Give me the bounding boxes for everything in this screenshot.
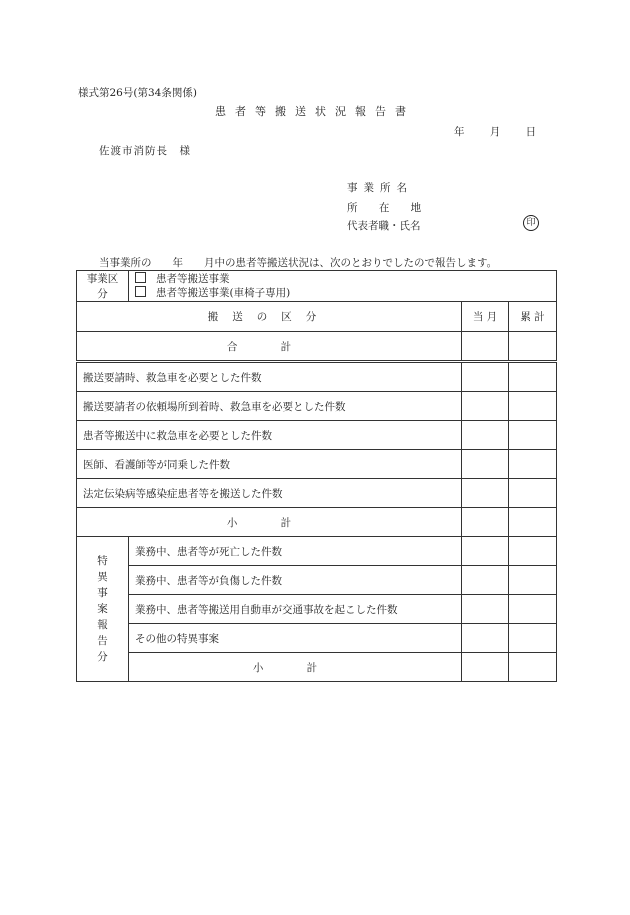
header-classification: 搬送の区分 (77, 302, 462, 332)
cell-cumulative[interactable] (509, 479, 557, 508)
cell-cumulative[interactable] (509, 450, 557, 479)
row-label: 業務中、患者等が負傷した件数 (129, 566, 462, 595)
cell-cumulative[interactable] (509, 392, 557, 421)
cell-this-month[interactable] (462, 362, 509, 392)
category-label: 事業区分 (77, 271, 129, 302)
date-line: 年 月 日 (454, 126, 537, 138)
cell-cumulative[interactable] (509, 421, 557, 450)
category-option-1[interactable]: 患者等搬送事業 (135, 272, 550, 286)
table-row (77, 450, 557, 479)
category-row (77, 271, 557, 302)
row-label: 患者等搬送中に救急車を必要とした件数 (77, 421, 462, 450)
document-title: 患者等搬送状況報告書 (215, 105, 415, 118)
cell-this-month[interactable] (462, 392, 509, 421)
cell-cumulative[interactable] (509, 332, 557, 362)
office-name-label: 事業所名 (347, 182, 413, 194)
row-label: 法定伝染病等感染症患者等を搬送した件数 (77, 479, 462, 508)
table-row (77, 392, 557, 421)
row-label: 搬送要請者の依頼場所到着時、救急車を必要とした件数 (77, 392, 462, 421)
cell-this-month[interactable] (462, 624, 509, 653)
total-label: 合 計 (77, 332, 462, 362)
header-cumulative: 累 計 (509, 302, 557, 332)
special-incident-label: 特 異 事 案 報 告 分 (77, 537, 129, 682)
cell-this-month[interactable] (462, 450, 509, 479)
header-row (77, 302, 557, 332)
cell-cumulative[interactable] (509, 537, 557, 566)
table-row (77, 421, 557, 450)
cell-this-month[interactable] (462, 332, 509, 362)
special-row (77, 566, 557, 595)
special-subtotal-label: 小 計 (129, 653, 462, 682)
special-row (77, 595, 557, 624)
category-options (129, 271, 557, 302)
addressee: 佐渡市消防長 様 (99, 145, 191, 157)
cell-cumulative[interactable] (509, 595, 557, 624)
cell-this-month[interactable] (462, 479, 509, 508)
cell-cumulative[interactable] (509, 653, 557, 682)
cell-this-month[interactable] (462, 653, 509, 682)
report-table (76, 270, 557, 682)
intro-text: 当事業所の 年 月中の患者等搬送状況は、次のとおりでしたので報告します。 (99, 257, 498, 269)
row-label: 医師、看護師等が同乗した件数 (77, 450, 462, 479)
row-label: 搬送要請時、救急車を必要とした件数 (77, 362, 462, 392)
table-row (77, 362, 557, 392)
cell-cumulative[interactable] (509, 508, 557, 537)
cell-this-month[interactable] (462, 537, 509, 566)
table-row (77, 479, 557, 508)
checkbox-icon[interactable] (135, 286, 146, 297)
cell-this-month[interactable] (462, 508, 509, 537)
cell-cumulative[interactable] (509, 362, 557, 392)
subtotal-row (77, 508, 557, 537)
category-option-2[interactable]: 患者等搬送事業(車椅子専用) (135, 286, 550, 300)
row-label: その他の特異事案 (129, 624, 462, 653)
cell-this-month[interactable] (462, 566, 509, 595)
cell-this-month[interactable] (462, 421, 509, 450)
seal-mark: 印 (523, 215, 539, 231)
special-row (77, 537, 557, 566)
address-label: 所 在 地 (347, 202, 422, 214)
cell-cumulative[interactable] (509, 566, 557, 595)
checkbox-icon[interactable] (135, 272, 146, 283)
special-row (77, 624, 557, 653)
row-label: 業務中、患者等搬送用自動車が交通事故を起こした件数 (129, 595, 462, 624)
special-subtotal-row (77, 653, 557, 682)
form-number: 様式第26号(第34条関係) (78, 87, 197, 99)
cell-cumulative[interactable] (509, 624, 557, 653)
cell-this-month[interactable] (462, 595, 509, 624)
row-label: 業務中、患者等が死亡した件数 (129, 537, 462, 566)
header-this-month: 当 月 (462, 302, 509, 332)
total-row (77, 332, 557, 362)
representative-label: 代表者職・氏名 (347, 220, 421, 232)
subtotal-label: 小 計 (77, 508, 462, 537)
